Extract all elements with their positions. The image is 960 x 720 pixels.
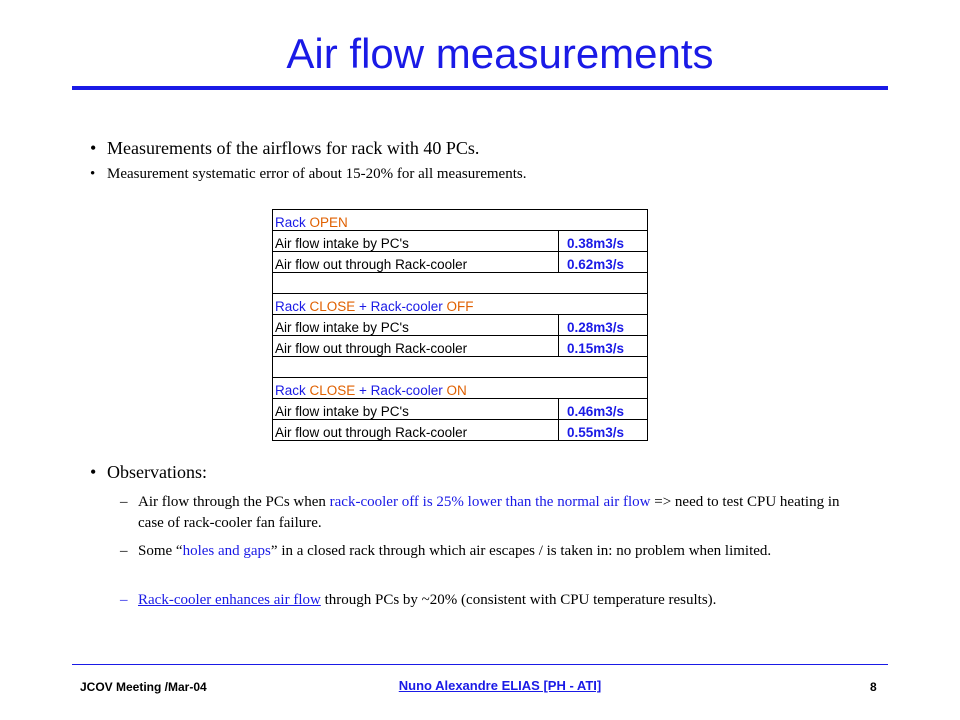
highlight-text: rack-cooler off is 25% lower than the normal air flow xyxy=(329,494,651,510)
table-row xyxy=(273,252,648,273)
table-row xyxy=(273,315,648,336)
row-label: Air flow out through Rack-cooler xyxy=(273,336,559,357)
bullet-text: Measurements of the airflows for rack with 40 PCs. xyxy=(107,138,480,158)
bullet-dot: • xyxy=(90,138,97,158)
footer-author-link[interactable]: Nuno Alexandre ELIAS [PH - ATI] xyxy=(398,678,602,693)
bullet-text: Measurement systematic error of about 15-20% for all measurements. xyxy=(107,166,527,182)
bullet-dot: • xyxy=(90,166,96,182)
slide-title: Air flow measurements xyxy=(286,30,714,77)
dash-marker: – xyxy=(120,494,128,510)
dash-marker: – xyxy=(120,543,128,559)
row-value: 0.15m3/s xyxy=(559,336,648,357)
highlight-text: holes and gaps xyxy=(182,543,271,559)
row-label: Air flow out through Rack-cooler xyxy=(273,252,559,273)
group-header-rack-close-cooler-off: Rack CLOSE + Rack-cooler OFF xyxy=(273,294,648,315)
table-row xyxy=(273,420,648,441)
group-header-rack-close-cooler-on: Rack CLOSE + Rack-cooler ON xyxy=(273,378,648,399)
airflow-table xyxy=(272,209,648,441)
row-label: Air flow intake by PC's xyxy=(273,399,559,420)
table-row xyxy=(273,336,648,357)
bullet-text: Observations: xyxy=(107,462,207,482)
row-label: Air flow out through Rack-cooler xyxy=(273,420,559,441)
bullet-dot: • xyxy=(90,462,97,482)
table-row xyxy=(273,231,648,252)
row-value: 0.38m3/s xyxy=(559,231,648,252)
highlight-link-text[interactable]: Rack-cooler enhances air flow xyxy=(138,592,321,608)
row-value: 0.55m3/s xyxy=(559,420,648,441)
dash-marker: – xyxy=(120,592,128,608)
row-label: Air flow intake by PC's xyxy=(273,315,559,336)
group-header-rack-open: Rack OPEN xyxy=(273,210,648,231)
footer-meeting: JCOV Meeting /Mar-04 xyxy=(80,680,207,694)
table-group-header xyxy=(273,294,648,315)
observation-item: – Rack-cooler enhances air flow through PCs by ~20% (consistent with CPU temperature results). xyxy=(120,590,850,611)
table-row xyxy=(273,399,648,420)
table-spacer-row xyxy=(273,357,648,378)
page-number: 8 xyxy=(870,680,877,694)
row-label: Air flow intake by PC's xyxy=(273,231,559,252)
footer-rule xyxy=(72,664,888,665)
observation-item: – Air flow through the PCs when rack-cooler off is 25% lower than the normal air flow => need to test CPU heating in case of rack-cooler fan failure. xyxy=(120,494,840,531)
table-group-header xyxy=(273,210,648,231)
row-value: 0.62m3/s xyxy=(559,252,648,273)
row-value: 0.46m3/s xyxy=(559,399,648,420)
table-group-header xyxy=(273,378,648,399)
table-spacer-row xyxy=(273,273,648,294)
title-underline xyxy=(72,86,888,90)
row-value: 0.28m3/s xyxy=(559,315,648,336)
observation-item: – Some “holes and gaps” in a closed rack through which air escapes / is taken in: no problem when limited. xyxy=(120,541,850,562)
